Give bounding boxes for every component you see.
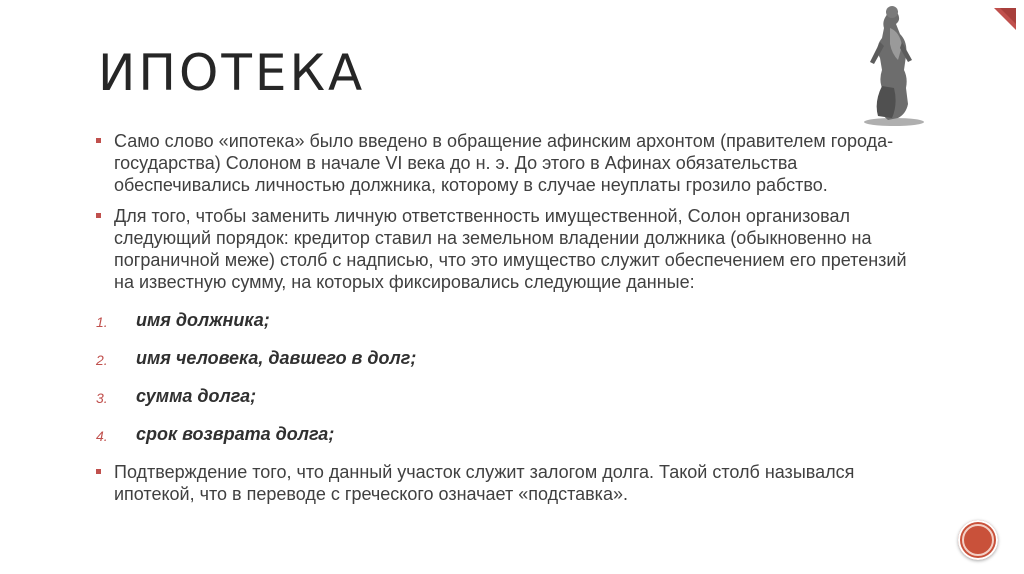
numbered-item [96, 309, 916, 331]
bullet-item [96, 461, 916, 505]
item-number: 2. [96, 352, 108, 368]
statue-image [846, 2, 928, 128]
bullet-text: Подтверждение того, что данный участок служит залогом долга. Такой столб назывался ипотекой, что в переводе с греческого означает «подставка». [114, 462, 855, 504]
slide-nav-button[interactable] [958, 520, 998, 560]
item-number: 3. [96, 390, 108, 406]
numbered-item [96, 385, 916, 407]
corner-triangle-icon [994, 8, 1016, 30]
bullet-text: Для того, чтобы заменить личную ответственность имущественной, Солон организовал следующий порядок: кредитор ставил на земельном владении должника (обыкновенно на пограничной меже) столб с надписью, что это имущество служит обеспечением его претензий на известную сумму, на которых фиксировались следующие данные: [114, 206, 907, 292]
slide-content [96, 130, 916, 514]
bullet-text: Само слово «ипотека» было введено в обращение афинским архонтом (правителем города-государства) Солоном в начале VI века до н. э. До этого в Афинах обязательства обеспечивались личностью должника, которому в случае неуплаты грозило рабство. [114, 131, 894, 195]
item-text: имя человека, давшего в долг; [136, 348, 417, 368]
numbered-item [96, 347, 916, 369]
item-text: сумма долга; [136, 386, 257, 406]
nav-circle-icon [962, 524, 994, 556]
item-number: 4. [96, 428, 108, 444]
bullet-marker-icon [96, 469, 101, 474]
numbered-item [96, 423, 916, 445]
bullet-marker-icon [96, 138, 101, 143]
item-text: имя должника; [136, 310, 270, 330]
slide-title: ИПОТЕКА [98, 44, 366, 102]
item-text: срок возврата долга; [136, 424, 335, 444]
bullet-marker-icon [96, 213, 101, 218]
item-number: 1. [96, 314, 108, 330]
bullet-item [96, 130, 916, 196]
bullet-item [96, 205, 916, 293]
